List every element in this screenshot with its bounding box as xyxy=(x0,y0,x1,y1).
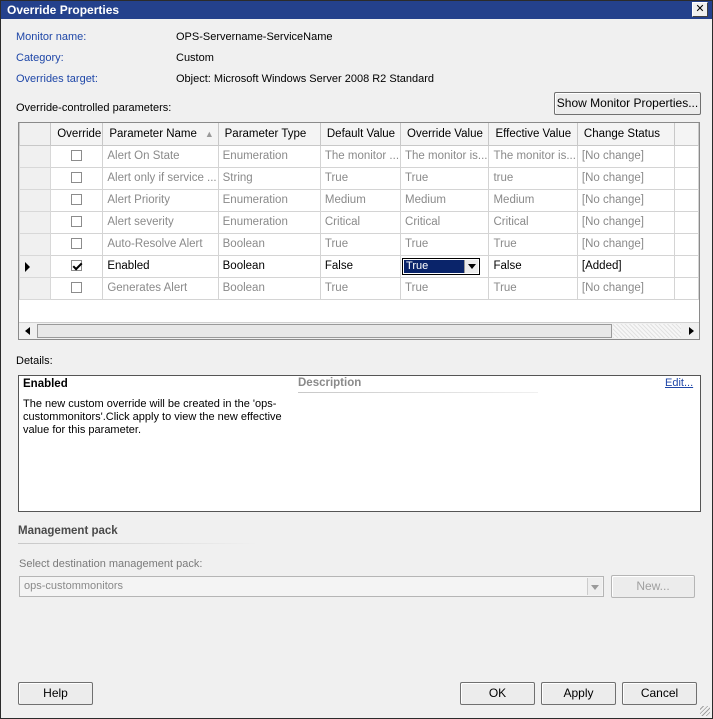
parameter-name-cell: Generates Alert xyxy=(103,277,218,299)
parameter-type-cell: Enumeration xyxy=(218,189,320,211)
chevron-down-icon[interactable] xyxy=(587,578,602,595)
filler-cell xyxy=(675,145,699,167)
table-row[interactable] xyxy=(20,145,699,167)
override-value-cell: Critical xyxy=(401,211,489,233)
override-cell xyxy=(51,211,103,233)
default-value-cell: True xyxy=(320,167,400,189)
edit-link[interactable]: Edit... xyxy=(665,377,694,389)
override-checkbox[interactable] xyxy=(71,238,82,249)
filler-cell xyxy=(675,189,699,211)
override-value-cell[interactable] xyxy=(401,255,489,277)
table-row[interactable] xyxy=(20,277,699,299)
close-button[interactable] xyxy=(692,2,708,17)
new-mp-button[interactable]: New... xyxy=(611,575,695,598)
table-row[interactable] xyxy=(20,189,699,211)
table-row[interactable] xyxy=(20,167,699,189)
parameter-name-cell: Alert only if service ... xyxy=(103,167,218,189)
parameter-name-cell: Enabled xyxy=(103,255,218,277)
apply-button[interactable]: Apply xyxy=(541,682,616,705)
default-value-cell: The monitor ... xyxy=(320,145,400,167)
filler-cell xyxy=(675,255,699,277)
filler-cell xyxy=(675,233,699,255)
effective-value-cell: Medium xyxy=(489,189,577,211)
effective-value-cell: Critical xyxy=(489,211,577,233)
scroll-right-icon[interactable] xyxy=(689,327,694,335)
override-cell xyxy=(51,189,103,211)
effective-value-cell: False xyxy=(489,255,577,277)
close-icon: ✕ xyxy=(695,3,705,15)
row-header[interactable] xyxy=(20,277,51,299)
row-header[interactable] xyxy=(20,211,51,233)
description-header: Description xyxy=(298,377,362,389)
overrides-target-label: Overrides target: xyxy=(16,73,98,85)
filler-cell xyxy=(675,277,699,299)
details-section-label: Details: xyxy=(16,355,53,367)
override-value-cell: The monitor is... xyxy=(401,145,489,167)
sort-ascending-icon: ▲ xyxy=(204,128,214,139)
default-value-cell: False xyxy=(320,255,400,277)
chevron-down-icon[interactable] xyxy=(464,260,478,273)
override-value-cell: True xyxy=(401,277,489,299)
parameters-section-label: Override-controlled parameters: xyxy=(16,102,172,114)
destination-mp-value: ops-custommonitors xyxy=(24,580,124,592)
change-status-cell: [No change] xyxy=(577,233,674,255)
override-checkbox[interactable] xyxy=(71,194,82,205)
help-button[interactable]: Help xyxy=(18,682,93,705)
override-cell xyxy=(51,145,103,167)
default-value-cell: True xyxy=(320,233,400,255)
override-cell xyxy=(51,167,103,189)
cancel-button[interactable]: Cancel xyxy=(622,682,697,705)
category-label: Category: xyxy=(16,52,64,64)
override-value-cell: True xyxy=(401,167,489,189)
scrollbar-track xyxy=(613,324,681,338)
override-value-combobox[interactable] xyxy=(402,258,480,275)
parameter-name-cell: Alert Priority xyxy=(103,189,218,211)
table-row[interactable] xyxy=(20,255,699,277)
override-value-cell: True xyxy=(401,233,489,255)
effective-value-cell: The monitor is... xyxy=(489,145,577,167)
table-row[interactable] xyxy=(20,233,699,255)
change-status-cell: [Added] xyxy=(577,255,674,277)
change-status-cell: [No change] xyxy=(577,167,674,189)
override-checkbox[interactable] xyxy=(71,260,82,271)
parameters-grid xyxy=(18,122,700,340)
parameter-type-cell: Enumeration xyxy=(218,211,320,233)
override-cell xyxy=(51,277,103,299)
filler-cell xyxy=(675,167,699,189)
effective-value-cell: True xyxy=(489,277,577,299)
parameter-type-cell: Boolean xyxy=(218,233,320,255)
column-header-parameter-name-label: Parameter Name xyxy=(109,127,197,140)
monitor-name-value: OPS-Servername-ServiceName xyxy=(176,31,333,43)
row-header[interactable] xyxy=(20,255,51,277)
column-header-override-value[interactable]: Override Value xyxy=(401,123,489,145)
scrollbar-thumb[interactable] xyxy=(37,324,612,338)
parameter-name-cell: Alert On State xyxy=(103,145,218,167)
default-value-cell: True xyxy=(320,277,400,299)
column-header-override[interactable]: Override xyxy=(51,123,103,145)
resize-grip-icon[interactable] xyxy=(700,706,710,716)
override-cell xyxy=(51,233,103,255)
default-value-cell: Medium xyxy=(320,189,400,211)
column-header-parameter-name[interactable] xyxy=(103,123,218,145)
destination-mp-label: Select destination management pack: xyxy=(19,558,203,570)
window-title: Override Properties xyxy=(7,3,120,17)
table-row[interactable] xyxy=(20,211,699,233)
details-panel xyxy=(18,375,701,512)
show-monitor-properties-button[interactable]: Show Monitor Properties... xyxy=(554,92,701,115)
override-checkbox[interactable] xyxy=(71,216,82,227)
parameter-type-cell: Enumeration xyxy=(218,145,320,167)
effective-value-cell: true xyxy=(489,167,577,189)
overrides-target-value: Object: Microsoft Windows Server 2008 R2 Standard xyxy=(176,73,435,85)
horizontal-scrollbar[interactable] xyxy=(19,322,699,339)
override-cell xyxy=(51,255,103,277)
override-value-cell: Medium xyxy=(401,189,489,211)
change-status-cell: [No change] xyxy=(577,145,674,167)
description-divider xyxy=(298,392,538,393)
destination-mp-select[interactable] xyxy=(19,576,604,597)
change-status-cell: [No change] xyxy=(577,211,674,233)
override-checkbox[interactable] xyxy=(71,172,82,183)
details-title: Enabled xyxy=(23,378,68,390)
parameter-type-cell: Boolean xyxy=(218,255,320,277)
current-row-icon xyxy=(25,262,30,272)
details-description-text: The new custom override will be created in the 'ops-custommonitors'.Click apply to view the new effective value for this parameter. xyxy=(23,398,282,436)
change-status-cell: [No change] xyxy=(577,189,674,211)
parameter-name-cell: Auto-Resolve Alert xyxy=(103,233,218,255)
change-status-cell: [No change] xyxy=(577,277,674,299)
column-header-effective-value[interactable]: Effective Value xyxy=(489,123,577,145)
parameter-type-cell: Boolean xyxy=(218,277,320,299)
monitor-name-label: Monitor name: xyxy=(16,31,87,43)
column-header-default-value[interactable]: Default Value xyxy=(320,123,400,145)
effective-value-cell: True xyxy=(489,233,577,255)
row-header[interactable] xyxy=(20,145,51,167)
title-bar xyxy=(1,1,712,19)
parameter-type-cell: String xyxy=(218,167,320,189)
override-checkbox[interactable] xyxy=(71,282,82,293)
scroll-left-icon[interactable] xyxy=(25,327,30,335)
management-pack-header: Management pack xyxy=(18,525,118,537)
filler-cell xyxy=(675,211,699,233)
row-header[interactable] xyxy=(20,189,51,211)
column-header-filler xyxy=(675,123,699,145)
category-value: Custom xyxy=(176,52,214,64)
management-pack-divider xyxy=(18,543,258,544)
column-header-parameter-type[interactable]: Parameter Type xyxy=(218,123,320,145)
column-header-change-status[interactable]: Change Status xyxy=(577,123,674,145)
row-header-corner xyxy=(20,123,51,145)
override-value-selected: True xyxy=(404,260,464,273)
row-header[interactable] xyxy=(20,233,51,255)
override-checkbox[interactable] xyxy=(71,150,82,161)
default-value-cell: Critical xyxy=(320,211,400,233)
row-header[interactable] xyxy=(20,167,51,189)
parameter-name-cell: Alert severity xyxy=(103,211,218,233)
ok-button[interactable]: OK xyxy=(460,682,535,705)
